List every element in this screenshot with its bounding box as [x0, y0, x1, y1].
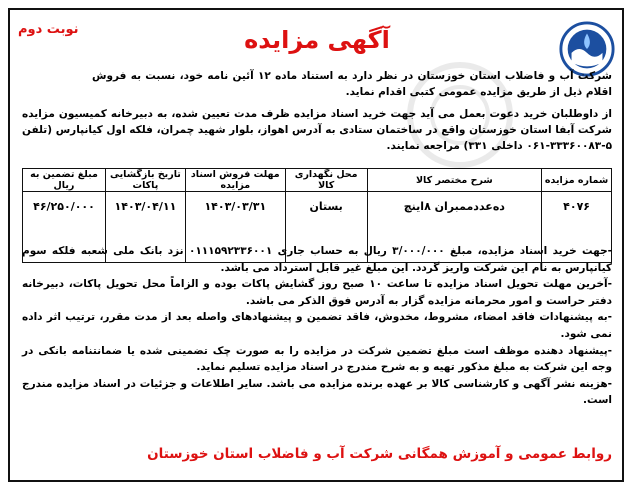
column-header: مهلت فروش اسناد مزایده	[185, 169, 285, 192]
opening-date: ۱۴۰۳/۰۴/۱۱	[105, 192, 185, 263]
guarantee-amount: ۴۶/۲۵۰/۰۰۰	[23, 192, 106, 263]
auction-number: ۴۰۷۶	[542, 192, 612, 263]
column-header: شرح مختصر کالا	[367, 169, 542, 192]
term-item: -آخرین مهلت تحویل اسناد مزایده تا ساعت ۱۰ صبح روز گشایش پاکات بوده و الزاماً محل تحویل پاکات، دبیرخانه دفتر حراست و امور محرمانه مزایده گزار به آدرس فوق الذکر می باشد.	[22, 278, 612, 307]
round-label: نوبت دوم	[18, 22, 79, 37]
column-header: محل نگهداری کالا	[285, 169, 367, 192]
term-item: -جهت خرید اسناد مزایده، مبلغ ۳/۰۰۰/۰۰۰ ریال به حساب جاری ۰۱۱۱۵۹۲۳۳۶۰۰۱ نزد بانک ملی شعبه فلکه سوم کیانپارس به نام این شرکت واریز گردد. این مبلغ غیر قابل استرداد می باشد.	[22, 245, 612, 274]
column-header: تاریخ بازگشایی پاکات	[105, 169, 185, 192]
footer-signature: روابط عمومی و آموزش همگانی شرکت آب و فاضلاب استان خوزستان	[147, 446, 612, 462]
page-title: آگهی مزایده	[244, 26, 390, 54]
column-header: مبلغ تضمین به ریال	[23, 169, 106, 192]
column-header: شماره مزایده	[542, 169, 612, 192]
term-item: -هزینه نشر آگهی و کارشناسی کالا بر عهده برنده مزایده می باشد. سایر اطلاعات و جزئیات در اسناد مزایده مندرج است.	[22, 377, 612, 407]
item-description: ده‌عدد‌ممبران ۸اینچ	[367, 192, 542, 263]
terms-list	[22, 243, 612, 409]
intro-paragraph-2: از داوطلبان خرید دعوت بعمل می آید جهت خرید اسناد مزایده ظرف مدت تعیین شده، به دبیرخانه کمیسیون مزایده شرکت آبفا استان خوزستان واقع در ساختمان ستادی به آدرس اهواز، بلوار شهید چمران، فلکه اول کیانپارس (تلفن ۵-۳۳۳۶۰۰۸۳-۰۶۱ داخلی ۳۳۱) مراجعه نمایند.	[22, 108, 612, 152]
term-item: -به پیشنهادات فاقد امضاء، مشروط، مخدوش، فاقد تضمین و پیشنهادهای واصله بعد از مدت مقرر، ترتیب اثر داده نمی شود.	[22, 311, 612, 340]
storage-location: بستان	[285, 192, 367, 263]
term-item: -پیشنهاد دهنده موظف است مبلغ تضمین شرکت در مزایده را به صورت چک تضمینی شده یا ضمانتنامه بانکی در وجه این شرکت به مبلغ مذکور تهیه و به شرح مندرج در اسناد مزایده تسلیم نماید.	[22, 344, 612, 374]
intro-paragraph-1: شرکت آب و فاضلاب استان خوزستان در نظر دارد به استناد ماده ۱۲ آئین نامه خود، نسبت به فروش اقلام ذیل از طریق مزایده عمومی کتبی اقدام نماید.	[92, 70, 612, 98]
document-sale-deadline: ۱۴۰۳/۰۳/۳۱	[185, 192, 285, 263]
table-header-row	[23, 169, 612, 192]
